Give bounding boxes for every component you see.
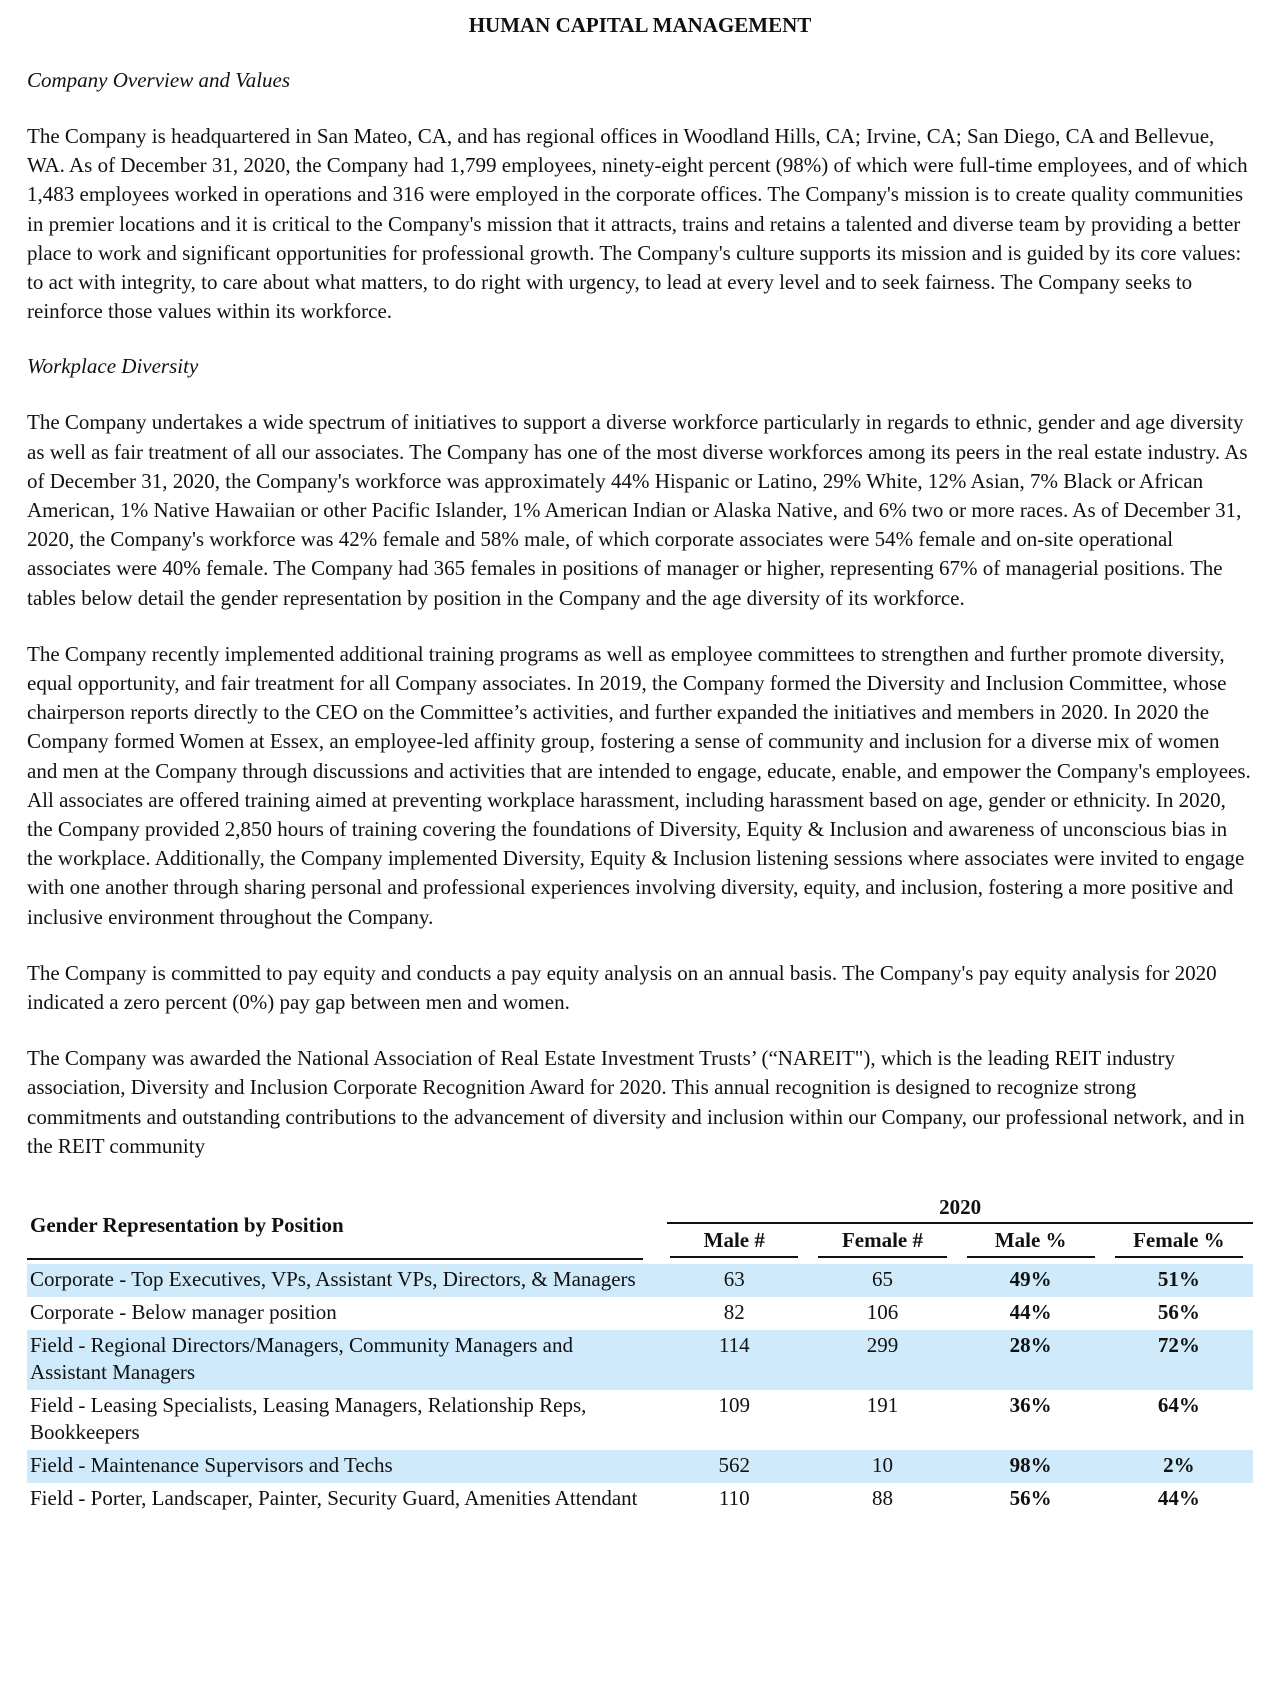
col-header-male-pct: Male % bbox=[957, 1224, 1105, 1258]
diversity-paragraph-1: The Company undertakes a wide spectrum of initiatives to support a diverse workforce particularly in regards to ethnic, gender and age diversity as well as fair treatment of all our associates. The Company has one of the most diverse workforces among its peers in the real estate industry. As of December 31, 2020, the Company's workforce was approximately 44% Hispanic or Latino, 29% White, 12% Asian, 7% Black or African American, 1% Native Hawaiian or other Pacific Islander, 1% American Indian or Alaska Native, and 6% two or more races. As of December 31, 2020, the Company's workforce was 42% female and 58% male, of which corporate associates were 54% female and on-site operational associates were 40% female. The Company had 365 females in positions of manager or higher, representing 67% of managerial positions. The tables below detail the gender representation by position in the Company and the age diversity of its workforce. bbox=[27, 410, 1248, 610]
female-pct-cell: 44% bbox=[1157, 1486, 1200, 1511]
table-row bbox=[27, 1330, 1253, 1390]
section-heading-overview: Company Overview and Values bbox=[27, 68, 291, 92]
diversity-paragraph-2: The Company recently implemented additional training programs as well as employee committees to strengthen and further promote diversity, equal opportunity, and fair treatment for all Company associates. In 2019, the Company formed the Diversity and Inclusion Committee, whose chairperson reports directly to the CEO on the Committee’s activities, and further expanded the initiatives and members in 2020. In 2020 the Company formed Women at Essex, an employee-led affinity group, fostering a sense of community and inclusion for a diverse mix of women and men at the Company through discussions and activities that are intended to engage, educate, enable, and empower the Company's employees. All associates are offered training aimed at preventing workplace harassment, including harassment based on age, gender or ethnicity. In 2020, the Company provided 2,850 hours of training covering the foundations of Diversity, Equity & Inclusion and awareness of unconscious bias in the workplace. Additionally, the Company implemented Diversity, Equity & Inclusion listening sessions where associates were invited to engage with one another through sharing personal and professional experiences involving diversity, equity, and inclusion, fostering a more positive and inclusive environment throughout the Company. bbox=[27, 641, 1251, 929]
table-row bbox=[27, 1483, 1253, 1516]
table-body bbox=[27, 1264, 1253, 1516]
gender-table-section bbox=[27, 1192, 1253, 1516]
row-label: Field - Maintenance Supervisors and Techs bbox=[27, 1450, 660, 1483]
male-pct-cell: 28% bbox=[957, 1330, 1105, 1390]
table-title: Gender Representation by Position bbox=[30, 1212, 344, 1237]
row-label: Field - Porter, Landscaper, Painter, Security Guard, Amenities Attendant bbox=[30, 1486, 638, 1511]
table-row bbox=[27, 1450, 1253, 1483]
female-pct-cell: 56% bbox=[1157, 1300, 1200, 1325]
female-count-cell: 106 bbox=[866, 1300, 899, 1325]
female-count-cell: 65 bbox=[808, 1264, 956, 1297]
male-count-cell: 110 bbox=[718, 1486, 750, 1511]
male-count-cell: 63 bbox=[660, 1264, 808, 1297]
diversity-paragraph-3: The Company is committed to pay equity and conducts a pay equity analysis on an annual basis. The Company's pay equity analysis for 2020 indicated a zero percent (0%) pay gap between men and women. bbox=[27, 960, 1217, 1015]
year-header-cell bbox=[660, 1192, 1253, 1224]
female-count-cell: 10 bbox=[808, 1450, 956, 1483]
male-count-cell: 82 bbox=[723, 1300, 745, 1325]
table-title-cell bbox=[27, 1192, 660, 1258]
male-count-cell: 109 bbox=[718, 1393, 750, 1418]
male-count-cell: 114 bbox=[660, 1330, 808, 1390]
male-pct-cell: 98% bbox=[957, 1450, 1105, 1483]
male-pct-cell: 49% bbox=[957, 1264, 1105, 1297]
col-header-female-pct: Female % bbox=[1105, 1224, 1253, 1258]
page-title: HUMAN CAPITAL MANAGEMENT bbox=[468, 13, 812, 37]
male-pct-cell: 56% bbox=[1009, 1486, 1052, 1511]
section-heading-diversity: Workplace Diversity bbox=[27, 354, 199, 379]
male-count-cell: 562 bbox=[660, 1450, 808, 1483]
row-label: Field - Leasing Specialists, Leasing Managers, Relationship Reps, Bookkeepers bbox=[30, 1393, 587, 1445]
female-pct-cell: 51% bbox=[1105, 1264, 1253, 1297]
table-row bbox=[27, 1390, 1253, 1450]
table-row bbox=[27, 1297, 1253, 1330]
female-pct-cell: 72% bbox=[1105, 1330, 1253, 1390]
col-header-male-count: Male # bbox=[660, 1224, 808, 1258]
female-count-cell: 88 bbox=[871, 1486, 893, 1511]
row-label: Corporate - Below manager position bbox=[30, 1300, 337, 1325]
row-label: Corporate - Top Executives, VPs, Assistant VPs, Directors, & Managers bbox=[27, 1264, 660, 1297]
diversity-paragraph-4: The Company was awarded the National Association of Real Estate Investment Trusts’ (“NAREIT"), which is the leading REIT industry association, Diversity and Inclusion Corporate Recognition Award for 2020. This annual recognition is designed to recognize strong commitments and outstanding contributions to the advancement of diversity and inclusion within our Company, our professional network, and in the REIT community bbox=[27, 1046, 1245, 1158]
male-pct-cell: 36% bbox=[1009, 1393, 1052, 1418]
year-header: 2020 bbox=[667, 1192, 1253, 1224]
col-header-female-count: Female # bbox=[808, 1224, 956, 1258]
overview-paragraph: The Company is headquartered in San Mateo, CA, and has regional offices in Woodland Hills, CA; Irvine, CA; San Diego, CA and Bellevue, WA. As of December 31, 2020, the Company had 1,799 employees, ninety-eight percent (98%) of which were full-time employees, and of which 1,483 employees worked in operations and 316 were employed in the corporate offices. The Company's mission is to create quality communities in premier locations and it is critical to the Company's mission that it attracts, trains and retains a talented and diverse team by providing a better place to work and significant opportunities for professional growth. The Company's culture supports its mission and is guided by its core values: to act with integrity, to care about what matters, to do right with urgency, to lead at every level and to seek fairness. The Company seeks to reinforce those values within its workforce. bbox=[27, 124, 1248, 324]
female-pct-cell: 2% bbox=[1105, 1450, 1253, 1483]
female-count-cell: 299 bbox=[808, 1330, 956, 1390]
female-pct-cell: 64% bbox=[1157, 1393, 1200, 1418]
female-count-cell: 191 bbox=[866, 1393, 899, 1418]
table-row bbox=[27, 1264, 1253, 1297]
male-pct-cell: 44% bbox=[1009, 1300, 1052, 1325]
gender-representation-table bbox=[27, 1192, 1253, 1516]
row-label: Field - Regional Directors/Managers, Community Managers and Assistant Managers bbox=[27, 1330, 660, 1390]
